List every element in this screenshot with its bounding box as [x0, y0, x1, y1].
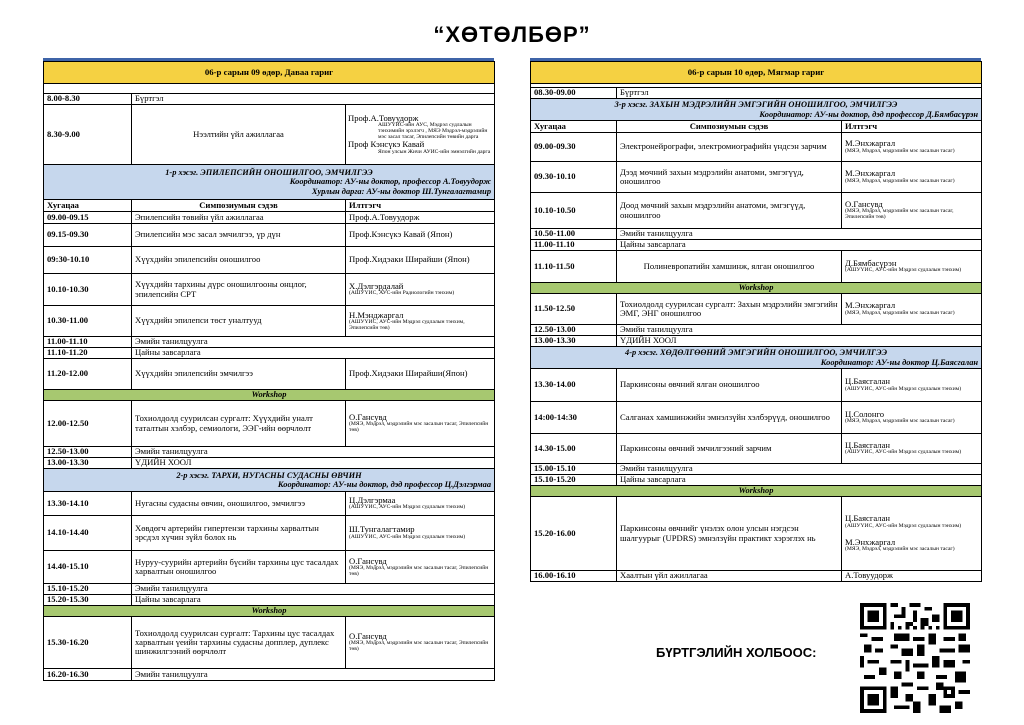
- session-title: 1-р хэсэг. ЭПИЛЕПСИЙН ОНОШИЛГОО, ЭМЧИЛГЭЭ: [165, 168, 373, 178]
- speaker-info: (МЯЭ, Мэдрэл, мэдрэлийн мэс засалын тасаг): [845, 177, 955, 184]
- time-cell: 16.00-16.10: [531, 571, 617, 582]
- session3-header: [531, 99, 982, 121]
- day2-schedule-table: [530, 61, 982, 582]
- time-cell: 14.40-15.10: [44, 551, 132, 584]
- speaker-name: О.Гансувд: [349, 555, 387, 566]
- time-cell: 08.30-09.00: [531, 88, 617, 99]
- speaker-info: (АШУҮИС, АУС-ийн Мэдрэл судлалын тэнхим): [349, 504, 466, 511]
- table-row: [531, 294, 982, 325]
- speaker-info: (МЯЭ, Мэдрэл, мэдрэлийн мэс засалын тасаг): [845, 545, 955, 552]
- speaker-name: М.Энхжаргал: [845, 300, 896, 311]
- break-row: [531, 229, 982, 240]
- topic-cell: Хүүхдийн эпилепсийн эмчилгээ: [132, 359, 346, 390]
- speaker-cell: [842, 162, 982, 193]
- speaker-name: Ц.Дэлгэрмаа: [349, 494, 396, 505]
- speaker-info: (АШУҮИС, АУС-ийн Мэдрэл судлалын тэнхим): [845, 385, 962, 392]
- session1-header: [44, 165, 495, 200]
- topic-cell: Дээд мөчний захын мэдрэлийн анатоми, эмгэгүүд, оношилгоо: [617, 162, 842, 193]
- speaker-cell: [842, 497, 982, 571]
- time-cell: 13.00-13.30: [44, 458, 132, 469]
- topic-cell: Нуруу-суурийн артерийн бүсийн тархины цус тасалдах харвалтын оношилгоо: [132, 551, 346, 584]
- speaker-cell: Проф.Хидэаки Ширайши(Япон): [346, 359, 495, 390]
- time-cell: 09.00-09.15: [44, 212, 132, 224]
- topic-cell: Тохиолдолд суурилсан сургалт: Захын мэдрэлийн эмгэгийн ЭМГ, ЭНГ оношилгоо: [617, 294, 842, 325]
- registration-row: [44, 94, 495, 105]
- topic-cell: Хүүхдийн тархины дүрс оношилгооны онцлог, эпилепсийн СРТ: [132, 274, 346, 306]
- speaker-info: (МЯЭ, Мэдрэл, мэдрэлийн мэс засалын тасаг, Эпилепсийн төв): [349, 564, 489, 577]
- table-row: [531, 193, 982, 229]
- col-header-speaker: Илтгэгч: [842, 121, 982, 133]
- opening-label: Нээлтийн үйл ажиллагаа: [132, 105, 346, 165]
- session2-header: [44, 469, 495, 492]
- time-cell: 11.10-11.20: [44, 348, 132, 359]
- time-cell: 10.30-11.00: [44, 306, 132, 337]
- time-cell: 14:00-14:30: [531, 402, 617, 434]
- opening-row: [44, 105, 495, 165]
- topic-cell: Эпилепсийн мэс засал эмчилгээ, үр дүн: [132, 224, 346, 247]
- time-cell: 11.20-12.00: [44, 359, 132, 390]
- session-coordinator: Координатор: АУ-ны доктор, дэд профессор Ц.Дэлгэрмаа: [277, 480, 492, 489]
- speaker-name: М.Энхжаргал: [845, 138, 896, 149]
- column-header-row: [531, 121, 982, 133]
- time-cell: 8.30-9.00: [44, 105, 132, 165]
- break-row: [44, 337, 495, 348]
- speaker-info: (МЯЭ, Мэдрэл, мэдрэлийн мэс засалын тасаг): [845, 418, 955, 425]
- topic-cell: Хүүхдийн эпилепсийн оношилгоо: [132, 247, 346, 274]
- topic-cell: Тохиолдолд суурилсан сургалт: Тархины цус тасалдах харвалтын үеийн тархины судасны допплер, дуплекс шинжилгээний өөрчлөлт: [132, 617, 346, 669]
- time-cell: 12.00-12.50: [44, 401, 132, 447]
- day2-header: 06-р сарын 10 өдөр, Мягмар гариг: [531, 62, 982, 84]
- day1-schedule-table: [43, 61, 495, 681]
- registration-label: Бүртгэл: [617, 88, 982, 99]
- speaker-info: (АШУҮИС, АУС-ийн Мэдрэл судлалын тэнхим): [845, 449, 962, 456]
- topic-cell: Паркинсоны өвчнийг үнэлэх олон улсын нэгдсэн шалгуурыг (UPDRS) эмнэлзүйн практикт хэрэглэх нь: [617, 497, 842, 571]
- time-cell: 15.30-16.20: [44, 617, 132, 669]
- break-row: [531, 475, 982, 486]
- opening-speakers: [346, 105, 495, 165]
- time-cell: 12.50-13.00: [44, 447, 132, 458]
- workshop-row: [531, 486, 982, 497]
- break-row: [44, 447, 495, 458]
- speaker-name: Ц.Баясгалан: [845, 376, 890, 387]
- break-label: Эмийн танилцуулга: [617, 464, 982, 475]
- col-header-topic: Симпозиумын сэдэв: [132, 200, 346, 212]
- session-title: 3-р хэсэг. ЗАХЫН МЭДРЭЛИЙН ЭМГЭГИЙН ОНОШИЛГОО, ЭМЧИЛГЭЭ: [614, 100, 898, 110]
- time-cell: 11.50-12.50: [531, 294, 617, 325]
- registration-row: [531, 88, 982, 99]
- registration-label: Бүртгэл: [132, 94, 495, 105]
- time-cell: 09:30-10.10: [44, 247, 132, 274]
- col-header-speaker: Илтгэгч: [346, 200, 495, 212]
- topic-cell: Хөвдөгч артерийн гипертензи тархины харвалтын эрсдэл хүчин зүйл болох нь: [132, 516, 346, 551]
- lunch-label: ҮДИЙН ХООЛ: [617, 336, 982, 347]
- table-row: [44, 551, 495, 584]
- table-row: [531, 369, 982, 402]
- speaker-name: Ц.Баясгалан: [845, 439, 890, 450]
- session-coordinator: Координатор: АУ-ны доктор, профессор А.Товуудорж: [289, 177, 492, 187]
- time-cell: 09.00-09.30: [531, 133, 617, 162]
- speaker-info: (АШУҮИС, АУС-ийн Мэдрэл судлалын тэнхим, Эпилепсийн төв): [349, 318, 465, 331]
- column-header-row: [44, 200, 495, 212]
- speaker-cell: [842, 434, 982, 464]
- session4-header: [531, 347, 982, 369]
- topic-cell: Хүүхдийн эпилепси төст уналтууд: [132, 306, 346, 337]
- speaker-cell: [842, 193, 982, 229]
- lunch-label: ҮДИЙН ХООЛ: [132, 458, 495, 469]
- topic-cell: Нугасны судасны өвчин, оношилгоо, эмчилгээ: [132, 492, 346, 516]
- topic-cell: Тохиолдолд суурилсан сургалт: Хүүхдийн уналт таталтын хэлбэр, семиологи, ЭЭГ-ийн өөрчлөлт: [132, 401, 346, 447]
- speaker-info: (МЯЭ, Мэдрэл, мэдрэлийн мэс засалын тасаг, Эпилепсийн төв): [845, 208, 954, 221]
- topic-cell: Салганах хамшинжийн эмнэлзүйн хэлбэрүүд, оношилгоо: [617, 402, 842, 434]
- speaker-cell: [842, 294, 982, 325]
- speaker-name: Ш.Тунгалагтамир: [349, 524, 415, 535]
- time-cell: 12.50-13.00: [531, 325, 617, 336]
- time-cell: 13.30-14.10: [44, 492, 132, 516]
- topic-cell: Электронейрографи, электромиографийн үндсэн зарчим: [617, 133, 842, 162]
- table-row: [531, 251, 982, 283]
- registration-qr-code[interactable]: [860, 603, 970, 713]
- page-title: “ХӨТӨЛБӨР”: [433, 22, 591, 47]
- table-row: [44, 492, 495, 516]
- break-label: Цайны завсарлага: [132, 595, 495, 606]
- speaker-cell: [346, 492, 495, 516]
- table-row: [44, 401, 495, 447]
- break-label: Эмийн танилцуулга: [132, 584, 495, 595]
- registration-link-label: БҮРТГЭЛИЙН ХОЛБООС:: [656, 645, 817, 660]
- time-cell: 11.00-11.10: [531, 240, 617, 251]
- speaker-info: (АШУҮИС, АУС-ийн Радиологийн тэнхим): [349, 290, 455, 297]
- closing-label: Хаалтын үйл ажиллагаа: [617, 571, 842, 582]
- table-row: [44, 274, 495, 306]
- speaker-info: (АШУҮИС, АУС-ийн Мэдрэл судлалын тэнхим): [349, 533, 466, 540]
- time-cell: 10.50-11.00: [531, 229, 617, 240]
- time-cell: 15.10-15.20: [44, 584, 132, 595]
- topic-cell: Эпилепсийн төвийн үйл ажиллагаа: [132, 212, 346, 224]
- break-row: [44, 584, 495, 595]
- speaker-info: Япон улсын Жичи АУИС-ийн эмнэлгийн дарга: [378, 148, 491, 155]
- break-label: Цайны завсарлага: [132, 348, 495, 359]
- break-row: [531, 325, 982, 336]
- speaker-cell: [346, 617, 495, 669]
- speaker-info: (АШУҮИС, АУС-ийн Мэдрэл судлалын тэнхим): [845, 522, 962, 529]
- speaker-info: (МЯЭ, Мэдрэл, мэдрэлийн мэс засалын тасаг, Эпилепсийн төв): [349, 640, 489, 653]
- table-row: [531, 434, 982, 464]
- speaker-name: Д.Бямбасүрэн: [845, 257, 897, 268]
- speaker-cell: А.Товуудорж: [842, 571, 982, 582]
- break-label: Эмийн танилцуулга: [617, 325, 982, 336]
- table-row: [44, 516, 495, 551]
- speaker-name: Ц.Солонго: [845, 408, 885, 419]
- time-cell: 10.10-10.50: [531, 193, 617, 229]
- speaker-cell: Проф.Кэнсүкэ Кавай (Япон): [346, 224, 495, 247]
- speaker-name: О.Гансувд: [349, 412, 387, 422]
- break-row: [44, 669, 495, 681]
- break-label: Эмийн танилцуулга: [132, 669, 495, 681]
- table-row: [44, 359, 495, 390]
- topic-cell: Паркинсоны өвчний эмчилгээний зарчим: [617, 434, 842, 464]
- workshop-row: [44, 606, 495, 617]
- speaker-name: М.Энхжаргал: [845, 536, 896, 547]
- workshop-row: [44, 390, 495, 401]
- break-label: Эмийн танилцуулга: [132, 447, 495, 458]
- col-header-topic: Симпозиумын сэдэв: [617, 121, 842, 133]
- time-cell: 09.30-10.10: [531, 162, 617, 193]
- speaker-cell: [842, 251, 982, 283]
- time-cell: 13.00-13.30: [531, 336, 617, 347]
- time-cell: 16.20-16.30: [44, 669, 132, 681]
- speaker-name: Проф.А.Товуудорж: [348, 112, 419, 123]
- lunch-row: [44, 458, 495, 469]
- speaker-info: (МЯЭ, Мэдрэл, мэдрэлийн мэс засалын тасаг, Эпилепсийн төв): [349, 421, 489, 434]
- workshop-row: [531, 283, 982, 294]
- table-row: [44, 617, 495, 669]
- speaker-cell: [346, 306, 495, 337]
- speaker-cell: [842, 369, 982, 402]
- session-coordinator: Координатор: АУ-ны доктор Ц.Баясгалан: [820, 357, 979, 367]
- topic-cell: Доод мөчний захын мэдрэлийн анатоми, эмгэгүүд, оношилгоо: [617, 193, 842, 229]
- time-cell: 10.10-10.30: [44, 274, 132, 306]
- session-chair: Хурлын дарга: АУ-ны доктор Ш.Тунгалагтамир: [311, 186, 492, 196]
- workshop-label: Workshop: [531, 283, 982, 294]
- speaker-info: АШУҮИС-ийн АУС, Мэдрэл судлалын тэнхимийн эрхлэгч , МЯЭ Мэдрэл-мэдрэлийн мэс засал тасаг, Эпилепсийн төвийн дарга: [378, 121, 488, 140]
- speaker-name: О.Гансувд: [845, 199, 883, 209]
- speaker-name: Н.Мэнджаргал: [349, 309, 404, 320]
- speaker-cell: [346, 274, 495, 306]
- speaker-info: (МЯЭ, Мэдрэл, мэдрэлийн мэс засалын тасаг): [845, 309, 955, 316]
- time-cell: 15.20-15.30: [44, 595, 132, 606]
- time-cell: 8.00-8.30: [44, 94, 132, 105]
- speaker-cell: Проф.А.Товуудорж: [346, 212, 495, 224]
- lunch-row: [531, 336, 982, 347]
- speaker-cell: [346, 516, 495, 551]
- break-label: Цайны завсарлага: [617, 475, 982, 486]
- break-label: Эмийн танилцуулга: [617, 229, 982, 240]
- table-row: [531, 402, 982, 434]
- time-cell: 09.15-09.30: [44, 224, 132, 247]
- time-cell: 15.10-15.20: [531, 475, 617, 486]
- topic-cell: Паркинсоны өвчний ялган оношилгоо: [617, 369, 842, 402]
- speaker-name: Ц.Баясгалан: [845, 513, 890, 524]
- session-coordinator: Координатор: АУ-ны доктор, дэд профессор Д.Бямбасүрэн: [759, 109, 979, 119]
- break-row: [44, 348, 495, 359]
- time-cell: 14.30-15.00: [531, 434, 617, 464]
- speaker-cell: [346, 401, 495, 447]
- topic-cell: Полиневропатийн хамшинж, ялган оношилгоо: [617, 251, 842, 283]
- table-row: [44, 224, 495, 247]
- col-header-time: Хугацаа: [44, 200, 132, 212]
- break-row: [44, 595, 495, 606]
- break-row: [531, 464, 982, 475]
- workshop-label: Workshop: [531, 486, 982, 497]
- day1-header-row: [44, 62, 495, 84]
- table-row: [44, 306, 495, 337]
- closing-row: [531, 571, 982, 582]
- session-title: 2-р хэсэг. ТАРХИ, НУГАСНЫ СУДАСНЫ ӨВЧИН: [176, 470, 362, 480]
- speaker-name: Проф Кэнсүкэ Кавай: [348, 139, 425, 150]
- day1-header: 06-р сарын 09 өдөр, Даваа гариг: [44, 62, 495, 84]
- col-header-time: Хугацаа: [531, 121, 617, 133]
- day2-header-row: [531, 62, 982, 84]
- time-cell: 15.00-15.10: [531, 464, 617, 475]
- speaker-cell: [346, 551, 495, 584]
- speaker-cell: [842, 402, 982, 434]
- table-row: [44, 247, 495, 274]
- break-row: [531, 240, 982, 251]
- session-title: 4-р хэсэг. ХӨДӨЛГӨӨНИЙ ЭМГЭГИЙН ОНОШИЛГОО, ЭМЧИЛГЭЭ: [625, 348, 888, 358]
- speaker-cell: Проф.Хидэаки Ширайши (Япон): [346, 247, 495, 274]
- speaker-info: (АШУҮИС, АУС-ийн Мэдрэл судлалын тэнхим): [845, 267, 962, 274]
- speaker-name: О.Гансувд: [349, 631, 387, 641]
- table-row: [531, 497, 982, 571]
- time-cell: 11.00-11.10: [44, 337, 132, 348]
- speaker-cell: [842, 133, 982, 162]
- time-cell: 14.10-14.40: [44, 516, 132, 551]
- table-row: [531, 162, 982, 193]
- table-row: [44, 212, 495, 224]
- workshop-label: Workshop: [44, 606, 495, 617]
- spacer: [44, 84, 495, 94]
- table-row: [531, 133, 982, 162]
- time-cell: 13.30-14.00: [531, 369, 617, 402]
- speaker-name: М.Энхжаргал: [845, 168, 896, 179]
- time-cell: 15.20-16.00: [531, 497, 617, 571]
- break-label: Эмийн танилцуулга: [132, 337, 495, 348]
- time-cell: 11.10-11.50: [531, 251, 617, 283]
- speaker-name: Х.Дэлгэрдалай: [349, 280, 404, 291]
- speaker-info: (МЯЭ, Мэдрэл, мэдрэлийн мэс засалын тасаг): [845, 147, 955, 154]
- break-label: Цайны завсарлага: [617, 240, 982, 251]
- workshop-label: Workshop: [44, 390, 495, 401]
